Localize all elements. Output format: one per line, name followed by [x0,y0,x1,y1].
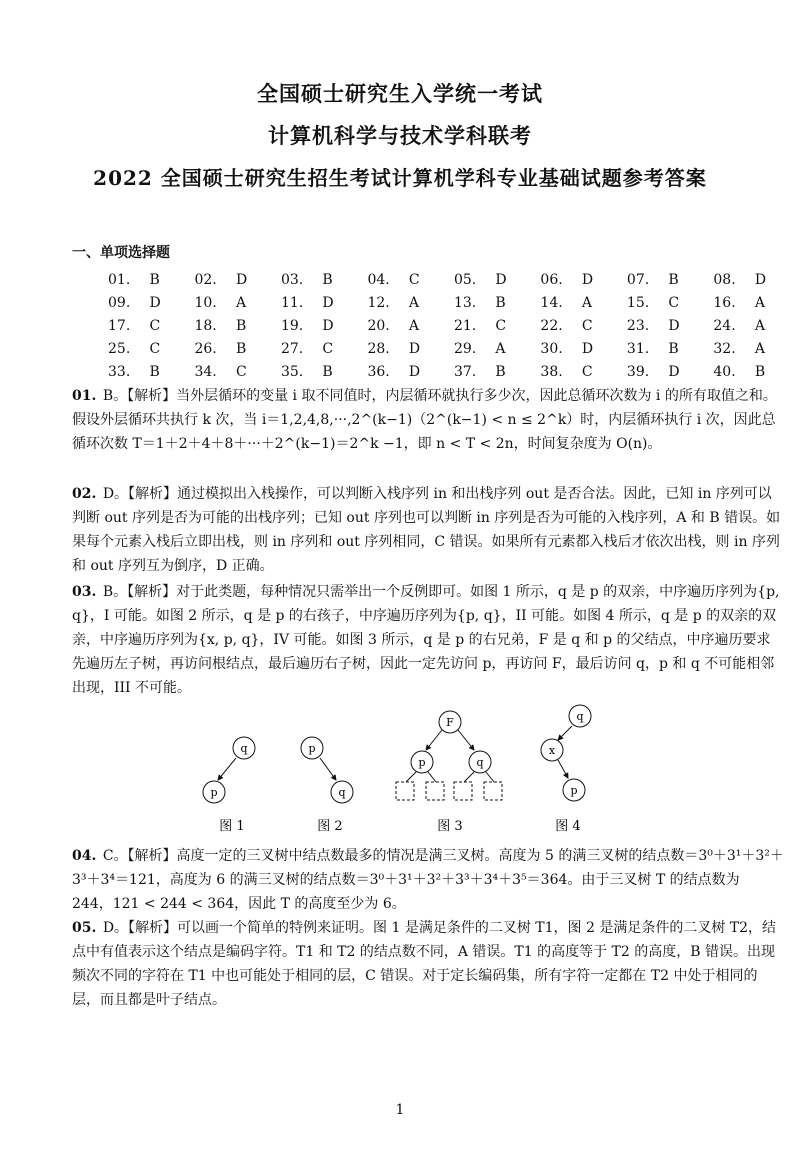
answer-question-number: 12. [367,294,390,311]
node-label: p [308,742,316,755]
node-label: p [418,756,426,769]
answer-question-number: 07. [626,271,650,288]
answer-question-number: 19. [280,317,304,334]
answer-row [108,268,800,291]
answer-choice: D [408,340,421,357]
answer-choice: D [322,317,334,334]
answer-question-number: 37. [453,363,477,380]
answer-question-number: 23. [626,317,650,334]
answer-question-number: 30. [540,340,563,357]
exam-title-line2: 计算机科学与技术学科联考 [268,123,532,148]
answer-choice: C [322,340,334,357]
answer-choice: C [149,317,161,334]
answer-row [108,291,800,314]
question-number: 05. [72,920,97,936]
answer-choice: D [408,363,421,380]
answer-question-number: 15. [626,294,650,311]
answer-choice: B [495,294,506,311]
answer-choice: A [495,340,506,357]
figure-2-tree [301,737,353,834]
answer-question-number: 11. [280,294,304,311]
exam-title-line1: 全国硕士研究生入学统一考试 [257,81,543,106]
explanation-q01 [72,384,784,456]
answer-row [108,337,800,360]
answer-question-number: 21. [453,317,477,334]
answer-table [108,268,800,383]
explanation-text: C。【解析】高度一定的三叉树中结点数最多的情况是满三叉树。高度为 5 的满三叉树的结点数＝3⁰＋3¹＋3²＋3³＋3⁴＝121，高度为 6 的满三叉树的结点数＝3⁰＋3¹＋3²＋3³＋3⁴＋3⁵＝364。由于三叉树 T 的结点数为 244，121 < 244 < 364，因此 T 的高度至少为 6。 [72,848,784,912]
answer-choice: D [322,294,334,311]
answer-question-number: 36. [367,363,390,380]
figure-3-tree [396,711,502,834]
answer-question-number: 01. [108,271,131,288]
answer-question-number: 02. [194,271,217,288]
answer-choice: B [668,340,679,357]
answer-question-number: 40. [713,363,736,380]
figure-4-tree [541,705,591,834]
answer-choice: A [235,294,247,311]
node-label: p [570,784,578,797]
explanation-q02 [72,482,784,578]
answer-choice: B [149,271,160,288]
answer-question-number: 17. [108,317,131,334]
answer-choice: D [235,271,248,288]
question-number: 03. [72,584,97,600]
answer-choice: C [149,340,161,357]
answer-choice: B [149,363,160,380]
node-label: p [210,786,218,799]
node-label: q [338,786,346,799]
section-title: 一、单项选择题 [72,245,170,261]
answer-choice: A [581,294,592,311]
answer-choice: A [754,317,765,334]
explanation-q04 [72,844,784,916]
question-number: 04. [72,848,97,864]
node-label: F [446,716,454,729]
answer-question-number: 29. [453,340,477,357]
node-label: q [576,710,584,723]
answer-choice: D [668,317,680,334]
answer-choice: A [754,294,765,311]
answer-choice: C [235,363,247,380]
answer-row [108,360,800,383]
figure-1-label: 图 1 [219,819,245,834]
answer-choice: D [754,271,767,288]
answer-choice: D [581,340,594,357]
answer-choice: C [581,363,593,380]
answer-question-number: 31. [626,340,650,357]
answer-question-number: 28. [367,340,390,357]
explanation-text: B。【解析】当外层循环的变量 i 取不同值时，内层循环就执行多少次，因此总循环次数为 i 的所有取值之和。假设外层循环共执行 k 次，当 i＝1,2,4,8,···,2^(k−1)（2^(k−1) < n ≤ 2^k）时，内层循环执行 i 次，因此总循环次数 T＝1＋2＋4＋8＋···＋2^(k−1)＝2^k −1，即 n < T < 2n，时间复杂度为 O(n)。 [72,388,777,452]
answer-choice: D [668,363,680,380]
empty-subtree [454,782,472,800]
answer-choice: A [408,294,420,311]
empty-subtree [484,782,502,800]
answer-choice: B [754,363,766,380]
answer-question-number: 34. [194,363,217,380]
figure-4-label: 图 4 [555,819,581,834]
explanation-text: D。【解析】通过模拟出入栈操作，可以判断入栈序列 in 和出栈序列 out 是否合法。因此，已知 in 序列可以判断 out 序列是否为可能的出栈序列；已知 out 序列也可以判断 in 序列是否为可能的入栈序列，A 和 B 错误。如果每个元素入栈后立即出栈，则 in 序列和 out 序列相同，C 错误。如果所有元素都入栈后才依次出栈，则 in 序列和 out 序列互为倒序，D 正确。 [72,486,781,574]
answer-question-number: 20. [367,317,390,334]
answer-question-number: 04. [367,271,390,288]
answer-choice: C [495,317,507,334]
answer-choice: B [495,363,506,380]
answer-question-number: 06. [540,271,563,288]
answer-question-number: 24. [713,317,736,334]
answer-choice: C [668,294,680,311]
explanation-q05 [72,916,784,1012]
figure-1-tree [203,737,255,834]
tree-figures [190,700,610,840]
exam-title-line3: 2022 全国硕士研究生招生考试计算机学科专业基础试题参考答案 [93,166,707,190]
answer-question-number: 27. [280,340,304,357]
answer-choice: A [754,340,765,357]
node-label: q [476,756,484,769]
answer-choice: B [322,271,333,288]
node-label: x [548,744,556,757]
empty-subtree [426,782,444,800]
answer-question-number: 03. [280,271,304,288]
answer-choice: D [581,271,594,288]
answer-question-number: 26. [194,340,217,357]
explanation-q03 [72,580,784,700]
answer-choice: B [322,363,333,380]
node-label: q [240,742,248,755]
answer-question-number: 05. [453,271,477,288]
answer-choice: A [408,317,420,334]
answer-question-number: 22. [540,317,563,334]
answer-choice: B [235,340,247,357]
answer-question-number: 08. [713,271,736,288]
answer-question-number: 10. [194,294,217,311]
figure-3-label: 图 3 [437,819,463,834]
explanation-text: B。【解析】对于此类题，每种情况只需举出一个反例即可。如图 1 所示，q 是 p 的双亲，中序遍历序列为{p, q}，I 可能。如图 2 所示，q 是 p 的右孩子，中序遍历序列为{p, q}，II 可能。如图 4 所示，q 是 p 的双亲的双亲，中序遍历序列为{x, p, q}，IV 可能。如图 3 所示，q 是 p 的右兄弟，F 是 q 和 p 的父结点，中序遍历要求先遍历左子树，再访问根结点，最后遍历右子树，因此一定先访问 p，再访问 F，最后访问 q，p 和 q 不可能相邻出现，III 不可能。 [72,584,780,696]
answer-question-number: 39. [626,363,650,380]
answer-choice: B [668,271,679,288]
answer-question-number: 14. [540,294,563,311]
answer-question-number: 16. [713,294,736,311]
answer-choice: C [408,271,420,288]
explanation-text: D。【解析】可以画一个简单的特例来证明。图 1 是满足条件的二叉树 T1，图 2 是满足条件的二叉树 T2，结点中有值表示这个结点是编码字符。T1 和 T2 的结点数不同，A 错误。T1 的高度等于 T2 的高度，B 错误。出现频次不同的字符在 T1 中也可能处于相同的层，C 错误。对于定长编码集，所有字符一定都在 T2 中处于相同的层，而且都是叶子结点。 [72,920,777,1008]
answer-choice: D [495,271,507,288]
answer-question-number: 32. [713,340,736,357]
answer-choice: D [149,294,161,311]
answer-row [108,314,800,337]
answer-choice: B [235,317,247,334]
answer-question-number: 33. [108,363,131,380]
answer-question-number: 13. [453,294,477,311]
answer-question-number: 38. [540,363,563,380]
page-number: 1 [395,1102,405,1118]
answer-question-number: 09. [108,294,131,311]
question-number: 02. [72,486,97,502]
answer-question-number: 25. [108,340,131,357]
answer-choice: C [581,317,593,334]
empty-subtree [396,782,414,800]
answer-question-number: 35. [280,363,304,380]
figure-2-label: 图 2 [317,819,343,834]
question-number: 01. [72,388,97,404]
answer-question-number: 18. [194,317,217,334]
